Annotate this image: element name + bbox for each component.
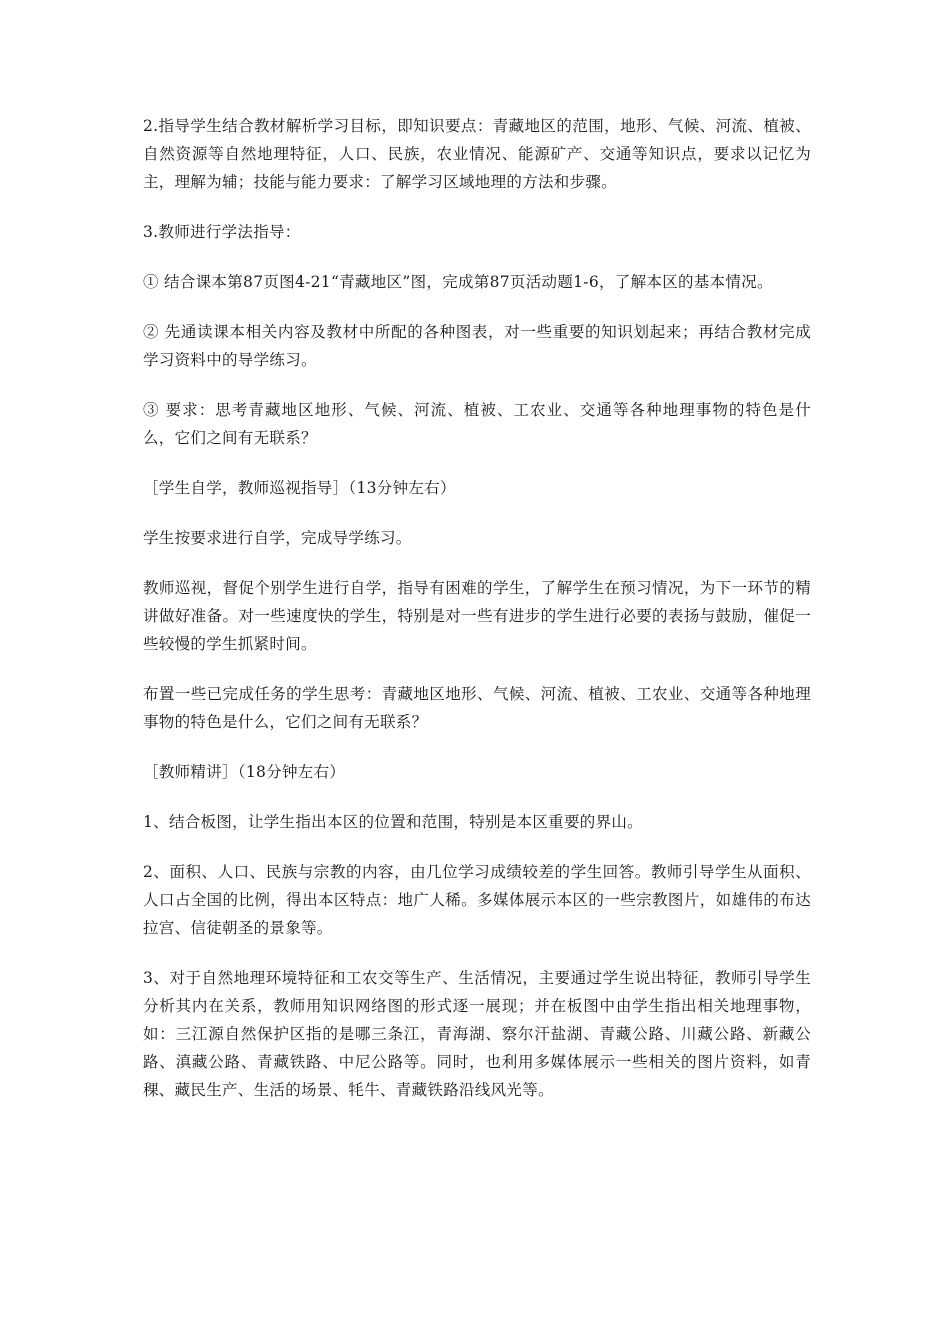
paragraph-step-1: ① 结合课本第87页图4-21“青藏地区”图，完成第87页活动题1-6，了解本区的基本情况。 — [143, 273, 773, 291]
paragraph-step-2: ② 先通读课本相关内容及教材中所配的各种图表，对一些重要的知识划起来；再结合教材完成学习资料中的导学练习。 — [143, 323, 811, 369]
paragraph-lecture-2: 2、面积、人口、民族与宗教的内容，由几位学习成绩较差的学生回答。教师引导学生从面积、人口占全国的比例，得出本区特点：地广人稀。多媒体展示本区的一些宗教图片，如雄伟的布达拉宫、信徒朝圣的景象等。 — [143, 863, 811, 937]
document-body — [143, 112, 811, 1126]
paragraph-lecture-3: 3、对于自然地理环境特征和工农交等生产、生活情况，主要通过学生说出特征，教师引导学生分析其内在关系，教师用知识网络图的形式逐一展现；并在板图中由学生指出相关地理事物，如：三江源自然保护区指的是哪三条江，青海湖、察尔汗盐湖、青藏公路、川藏公路、新藏公路、滇藏公路、青藏铁路、中尼公路等。同时，也利用多媒体展示一些相关的图片资料，如青稞、藏民生产、生活的场景、牦牛、青藏铁路沿线风光等。 — [143, 969, 811, 1099]
paragraph-learning-objectives: 2.指导学生结合教材解析学习目标，即知识要点：青藏地区的范围，地形、气候、河流、植被、自然资源等自然地理特征，人口、民族，农业情况、能源矿产、交通等知识点，要求以记忆为主，理解为辅；技能与能力要求：了解学习区域地理的方法和步骤。 — [143, 117, 811, 191]
paragraph-step-3: ③ 要求：思考青藏地区地形、气候、河流、植被、工农业、交通等各种地理事物的特色是什么，它们之间有无联系？ — [143, 401, 811, 447]
paragraph-lecture-1: 1、结合板图，让学生指出本区的位置和范围，特别是本区重要的界山。 — [143, 813, 643, 831]
paragraph-assignment: 布置一些已完成任务的学生思考：青藏地区地形、气候、河流、植被、工农业、交通等各种地理事物的特色是什么，它们之间有无联系？ — [143, 685, 811, 731]
paragraph-method-guidance-heading: 3.教师进行学法指导： — [143, 223, 301, 241]
paragraph-teacher-patrol: 教师巡视，督促个别学生进行自学，指导有困难的学生，了解学生在预习情况，为下一环节的精讲做好准备。对一些速度快的学生，特别是对一些有进步的学生进行必要的表扬与鼓励，催促一些较慢的学生抓紧时间。 — [143, 579, 811, 653]
paragraph-self-study: 学生按要求进行自学，完成导学练习。 — [143, 529, 412, 547]
section-heading-self-study: ［学生自学，教师巡视指导］（13分钟左右） — [143, 479, 456, 497]
section-heading-lecture: ［教师精讲］（18分钟左右） — [143, 763, 346, 781]
